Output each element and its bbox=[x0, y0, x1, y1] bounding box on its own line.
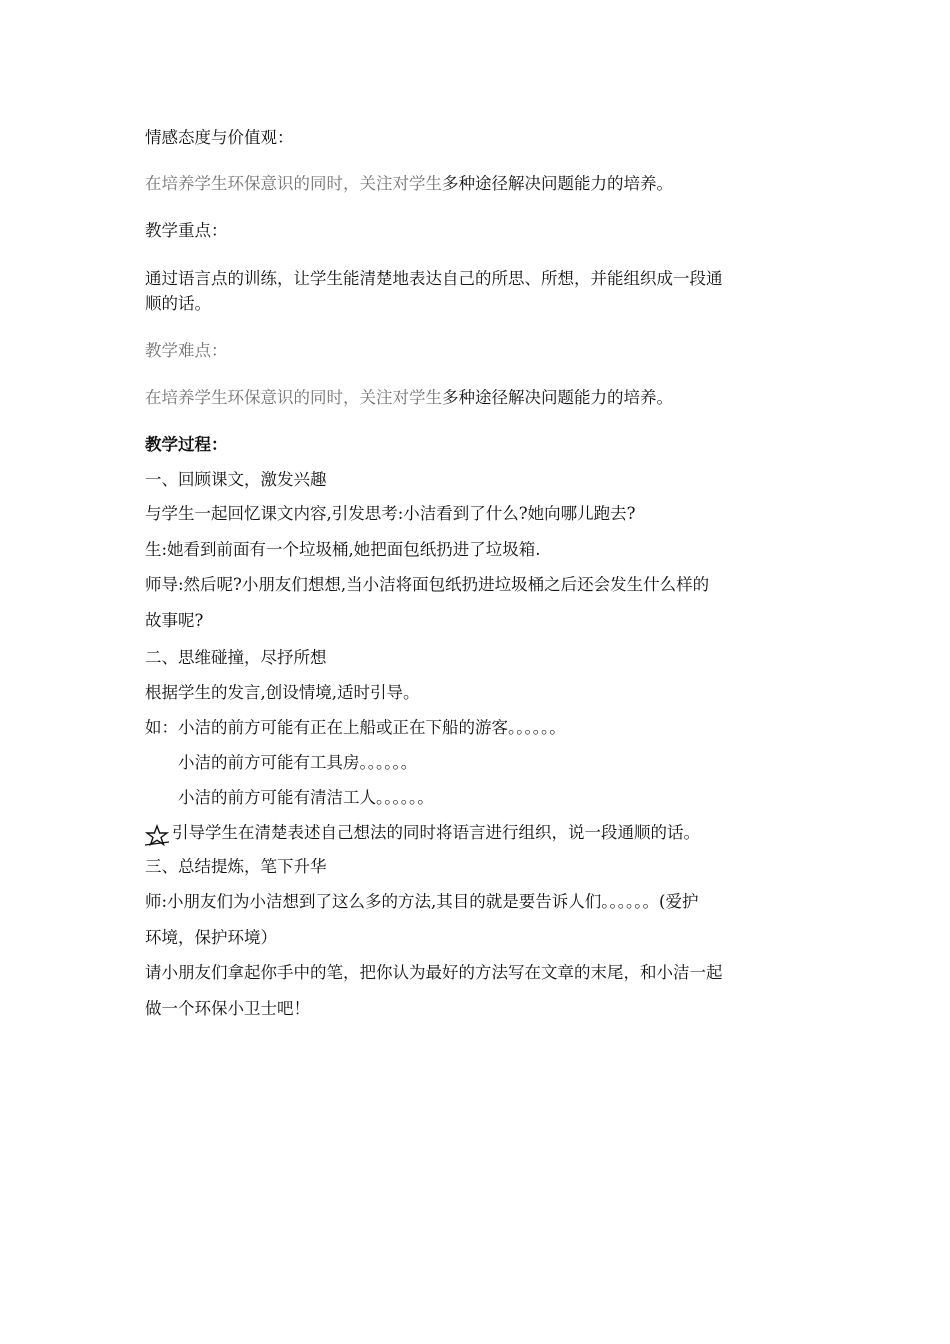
section-1-line-4: 故事呢? bbox=[145, 611, 204, 630]
section-3-line-1: 师:小朋友们为小洁想到了这么多的方法,其目的就是要告诉人们。。。。。。(爱护 bbox=[145, 892, 699, 911]
difficulty-text bbox=[145, 387, 817, 409]
section-2-title: 二、思维碰撞，尽抒所想 bbox=[145, 648, 327, 667]
section-3-line-2: 环境，保护环境） bbox=[145, 928, 277, 947]
difficulty-text-main: 多种途径解决问题能力的培养。 bbox=[442, 388, 673, 407]
difficulty-text-muted: 在培养学生环保意识的同时，关注对学生 bbox=[145, 388, 442, 407]
section-3-line-4: 做一个环保小卫士吧！ bbox=[145, 999, 310, 1018]
section-2-example-1: 如：小洁的前方可能有正在上船或正在下船的游客。。。。。。 bbox=[145, 718, 566, 737]
section-3-title: 三、总结提炼，笔下升华 bbox=[145, 857, 327, 876]
section-2-line-1: 根据学生的发言,创设情境,适时引导。 bbox=[145, 683, 420, 702]
star-icon bbox=[144, 824, 170, 846]
emotion-goal-text-main: 多种途径解决问题能力的培养。 bbox=[442, 174, 673, 193]
section-1-title: 一、回顾课文，激发兴趣 bbox=[145, 470, 327, 489]
section-2-example-3: 小洁的前方可能有清洁工人。。。。。。 bbox=[178, 788, 434, 807]
section-2-guide: 引导学生在清楚表述自己想法的同时将语言进行组织，说一段通顺的话。 bbox=[172, 823, 700, 842]
emotion-heading: 情感态度与价值观： bbox=[145, 128, 294, 147]
section-1-line-3: 师导:然后呢?小朋友们想想,当小洁将面包纸扔进垃圾桶之后还会发生什么样的 bbox=[145, 575, 710, 594]
emotion-goal-text-muted: 在培养学生环保意识的同时，关注对学生 bbox=[145, 174, 442, 193]
section-1-line-1: 与学生一起回忆课文内容,引发思考:小洁看到了什么?她向哪儿跑去? bbox=[145, 504, 636, 523]
process-heading: 教学过程： bbox=[145, 435, 228, 454]
section-3-line-3: 请小朋友们拿起你手中的笔，把你认为最好的方法写在文章的末尾，和小洁一起 bbox=[145, 963, 723, 982]
key-points-text-line-2: 顺的话。 bbox=[145, 294, 211, 313]
key-points-text-line-1: 通过语言点的训练，让学生能清楚地表达自己的所思、所想，并能组织成一段通 bbox=[145, 269, 723, 288]
difficulty-heading: 教学难点： bbox=[145, 341, 228, 360]
section-1-line-2: 生:她看到前面有一个垃圾桶,她把面包纸扔进了垃圾箱. bbox=[145, 540, 541, 559]
emotion-goal-text bbox=[145, 173, 817, 195]
section-2-example-2: 小洁的前方可能有工具房。。。。。。 bbox=[178, 753, 418, 772]
key-points-heading: 教学重点： bbox=[145, 221, 228, 240]
